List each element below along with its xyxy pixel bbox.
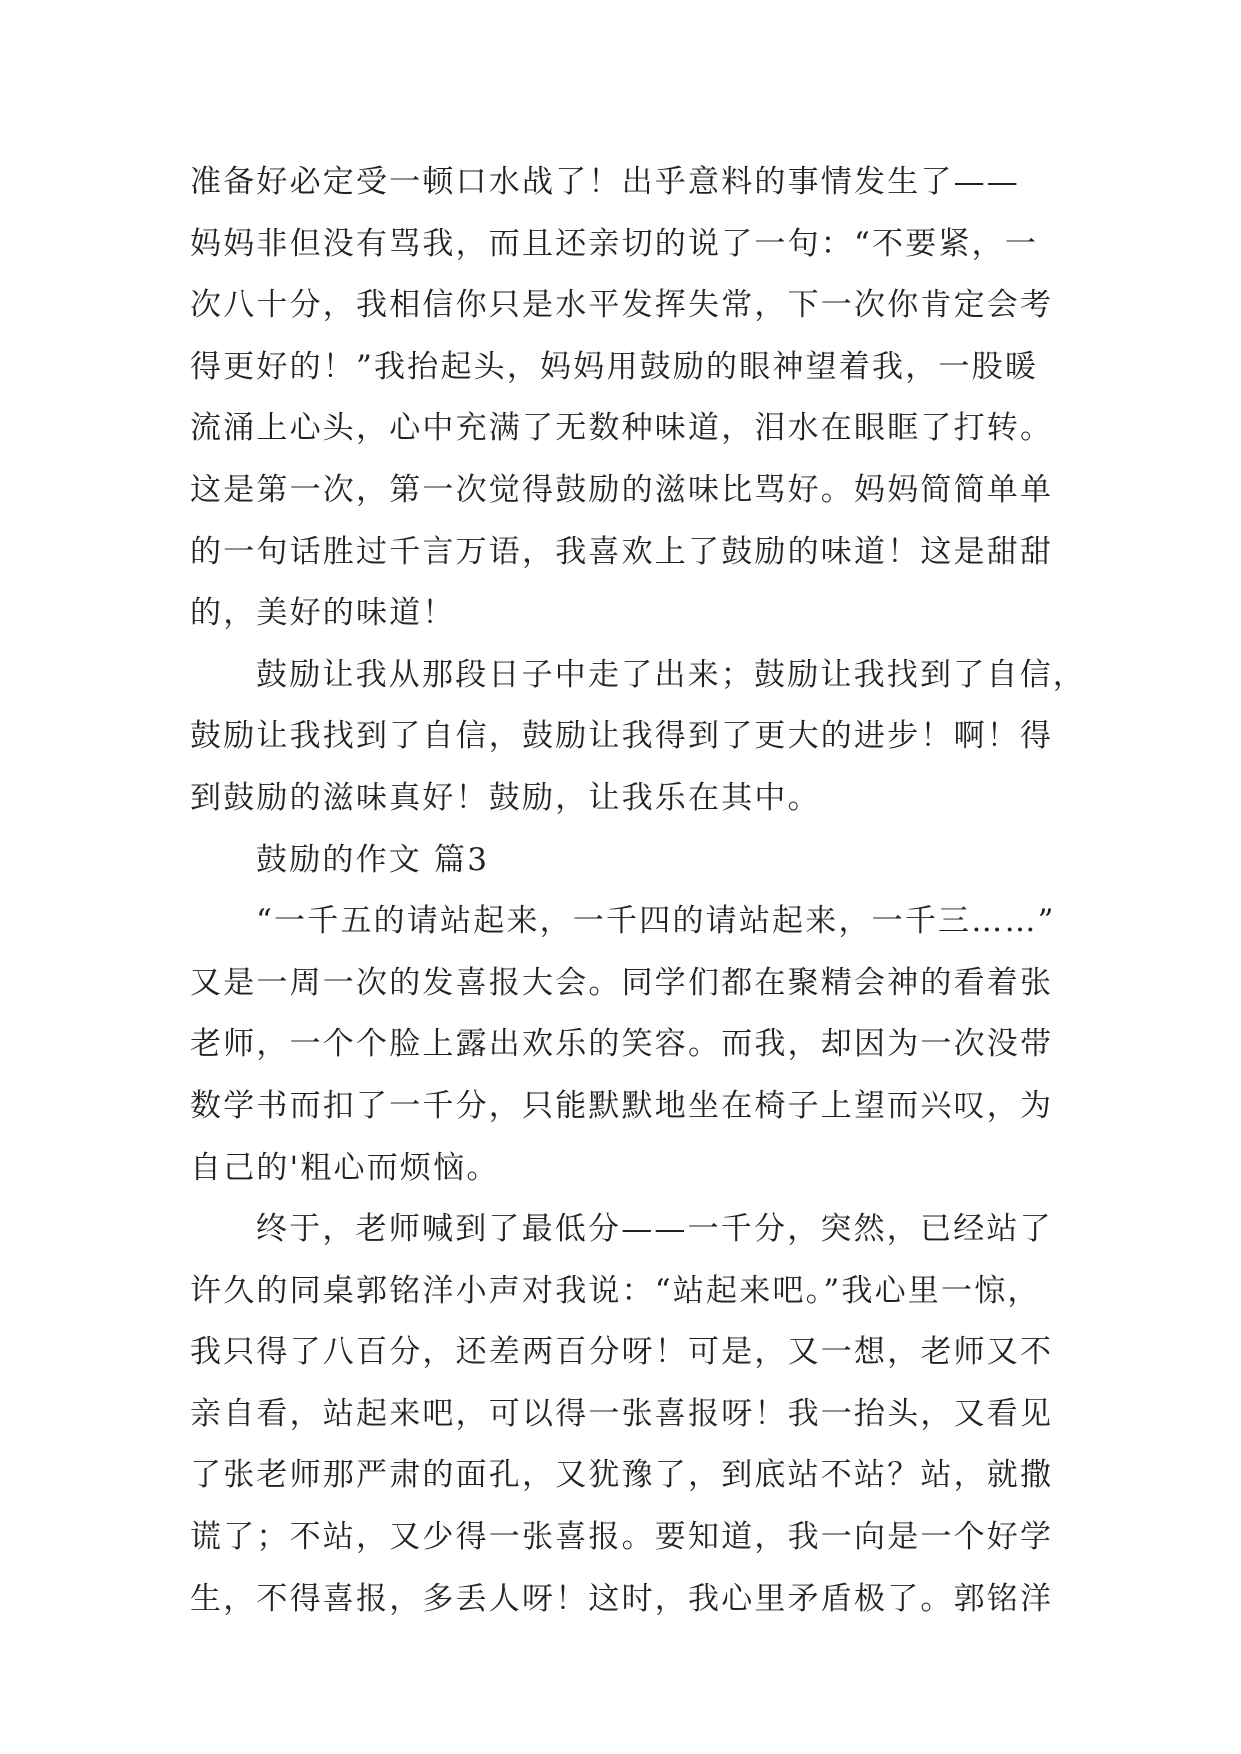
text-line: 到鼓励的滋味真好！鼓励，让我乐在其中。	[190, 779, 821, 816]
text-line: 又是一周一次的发喜报大会。同学们都在聚精会神的看着张	[190, 964, 1054, 1001]
text-line: 生，不得喜报，多丢人呀！这时，我心里矛盾极了。郭铭洋	[190, 1580, 1054, 1617]
text-line: 了张老师那严肃的面孔，又犹豫了，到底站不站？站，就撒	[190, 1457, 1054, 1494]
paragraph-start-line: 终于，老师喊到了最低分——一千分，突然，已经站了	[256, 1211, 1053, 1248]
paragraph-start-line: 鼓励让我从那段日子中走了出来；鼓励让我找到了自信，	[256, 656, 1086, 693]
text-line: 妈妈非但没有骂我，而且还亲切的说了一句：“不要紧，一	[190, 225, 1039, 262]
text-line: 这是第一次，第一次觉得鼓励的滋味比骂好。妈妈简简单单	[190, 471, 1054, 508]
text-line: 准备好必定受一顿口水战了！出乎意料的事情发生了——	[190, 164, 1020, 200]
text-line: 许久的同桌郭铭洋小声对我说：“站起来吧。”我心里一惊，	[190, 1272, 1041, 1309]
text-line: 谎了；不站，又少得一张喜报。要知道，我一向是一个好学	[190, 1519, 1054, 1556]
text-line: 数学书而扣了一千分，只能默默地坐在椅子上望而兴叹，为	[190, 1087, 1054, 1124]
document-body	[190, 152, 1086, 1630]
text-line: 亲自看，站起来吧，可以得一张喜报呀！我一抬头，又看见	[190, 1395, 1054, 1432]
text-line: 的，美好的味道！	[190, 595, 456, 632]
text-line: 的一句话胜过千言万语，我喜欢上了鼓励的味道！这是甜甜	[190, 533, 1054, 570]
paragraph-start-line: “一千五的请站起来，一千四的请站起来，一千三……”	[256, 903, 1056, 940]
text-line: 流涌上心头，心中充满了无数种味道，泪水在眼眶了打转。	[190, 410, 1054, 447]
section-heading: 鼓励的作文 篇3	[256, 841, 490, 878]
text-line: 鼓励让我找到了自信，鼓励让我得到了更大的进步！啊！得	[190, 718, 1054, 755]
text-line: 得更好的！”我抬起头，妈妈用鼓励的眼神望着我，一股暖	[190, 348, 1039, 385]
text-line: 自己的'粗心而烦恼。	[190, 1149, 500, 1186]
text-line: 次八十分，我相信你只是水平发挥失常，下一次你肯定会考	[190, 287, 1054, 324]
text-line: 我只得了八百分，还差两百分呀！可是，又一想，老师又不	[190, 1334, 1054, 1371]
text-line: 老师，一个个脸上露出欢乐的笑容。而我，却因为一次没带	[190, 1026, 1054, 1063]
